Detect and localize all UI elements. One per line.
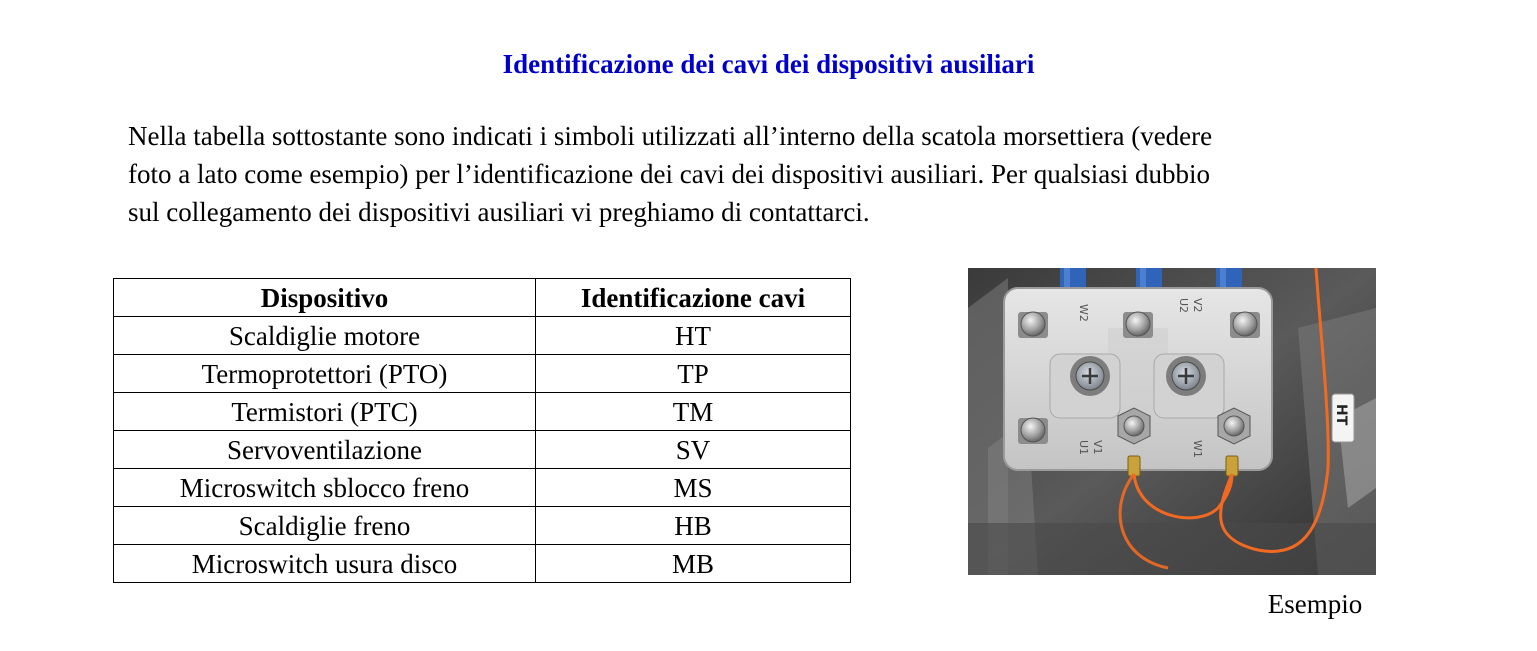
terminal-stud	[1230, 312, 1260, 338]
cable-code: MB	[536, 545, 851, 583]
terminal-label: W1	[1191, 440, 1204, 458]
terminal-stud	[1123, 312, 1153, 338]
device-name: Scaldiglie freno	[114, 507, 536, 545]
table-header-row	[114, 279, 851, 317]
intro-line: Nella tabella sottostante sono indicati i simboli utilizzati all’interno della scatola morsettiera (vedere	[128, 121, 1213, 151]
cable-tag-label: HT	[1333, 404, 1349, 426]
screw-icon	[1166, 356, 1206, 396]
table-row	[114, 393, 851, 431]
cable-code: MS	[536, 469, 851, 507]
intro-line: foto a lato come esempio) per l’identificazione dei cavi dei dispositivi ausiliari. Per qualsiasi dubbio	[128, 159, 1210, 189]
cable-code: SV	[536, 431, 851, 469]
table-row	[114, 469, 851, 507]
terminal-label: W2	[1077, 304, 1090, 322]
table-row	[114, 507, 851, 545]
table-row	[114, 545, 851, 583]
device-name: Scaldiglie motore	[114, 317, 536, 355]
intro-paragraph	[128, 117, 1428, 231]
terminal-nut	[1218, 408, 1250, 444]
terminal-label: U1	[1077, 440, 1090, 456]
device-name: Termoprotettori (PTO)	[114, 355, 536, 393]
page-title: Identificazione dei cavi dei dispositivi ausiliari	[502, 49, 1035, 79]
cable-code: TP	[536, 355, 851, 393]
terminal-box-photo	[968, 268, 1376, 575]
terminal-label: V1	[1091, 440, 1104, 455]
cable-code: TM	[536, 393, 851, 431]
terminal-nut	[1118, 408, 1150, 444]
table-row	[114, 431, 851, 469]
device-name: Microswitch sblocco freno	[114, 469, 536, 507]
intro-line: sul collegamento dei dispositivi ausiliari vi preghiamo di contattarci.	[128, 197, 870, 227]
terminal-stud	[1018, 312, 1048, 338]
photo-caption: Esempio	[1267, 589, 1363, 619]
table-row	[114, 355, 851, 393]
cable-code: HB	[536, 507, 851, 545]
header-identificazione-cavi: Identificazione cavi	[536, 279, 851, 317]
terminal-stud	[1018, 418, 1048, 444]
device-name: Servoventilazione	[114, 431, 536, 469]
terminal-label: V2	[1191, 298, 1204, 313]
device-name: Termistori (PTC)	[114, 393, 536, 431]
device-name: Microswitch usura disco	[114, 545, 536, 583]
terminal-label: U2	[1177, 298, 1190, 314]
cable-code: HT	[536, 317, 851, 355]
table-row	[114, 317, 851, 355]
cable-identification-table	[113, 278, 851, 583]
screw-icon	[1070, 356, 1110, 396]
header-dispositivo: Dispositivo	[114, 279, 536, 317]
